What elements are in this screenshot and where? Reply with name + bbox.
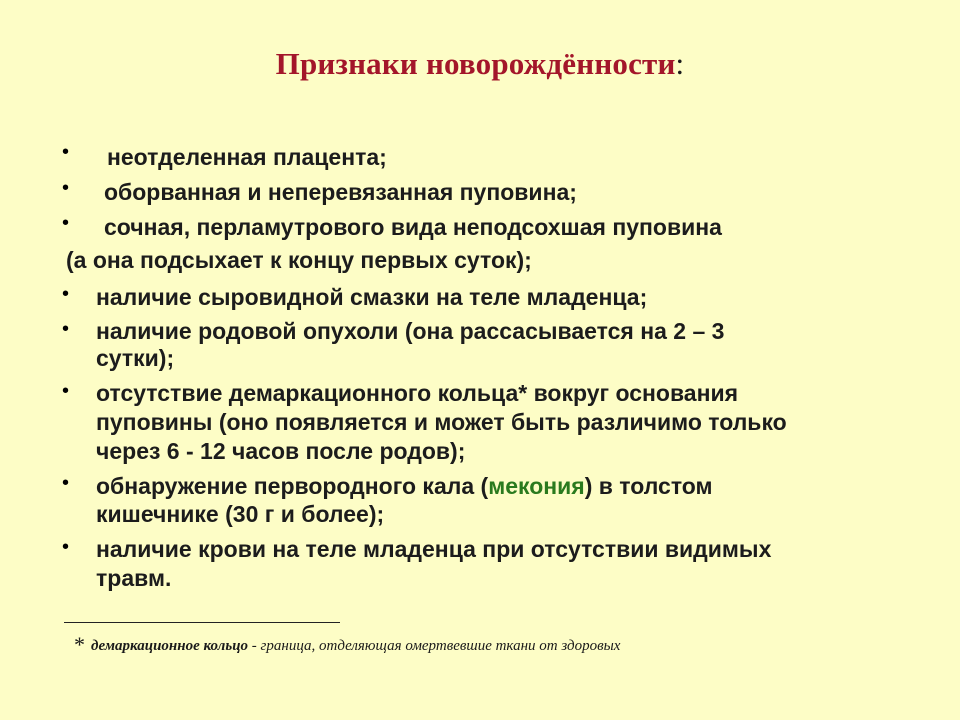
bullet-text: неотделенная плацента; — [107, 144, 387, 170]
bullet-text: травм. — [96, 565, 172, 591]
footnote-term: демаркационное кольцо — [91, 638, 249, 654]
bullet-marker: • — [62, 472, 70, 494]
bullet-text: (а она подсыхает к концу первых суток); — [66, 247, 532, 273]
footnote-asterisk: * — [74, 632, 85, 657]
bullet-marker: • — [62, 283, 70, 305]
bullet-text: отсутствие демаркационного кольца* вокруг основания — [96, 380, 739, 406]
bullet-text: через 6 - 12 часов после родов); — [96, 438, 466, 464]
bullet-marker: • — [62, 380, 70, 402]
footnote — [74, 632, 620, 658]
bullet-text: сутки); — [96, 345, 175, 371]
bullet-marker: • — [62, 318, 70, 340]
bullet-text: кишечнике (30 г и более); — [96, 501, 385, 527]
meconium-highlight: мекония — [488, 473, 585, 499]
bullet-text — [96, 471, 713, 501]
bullet-text: оборванная и неперевязанная пуповина; — [104, 179, 577, 205]
bullet-marker: • — [62, 536, 70, 558]
title-text: Признаки новорождённости — [275, 46, 676, 81]
bullet-text: наличие родовой опухоли (она рассасывается на 2 – 3 — [96, 318, 725, 344]
bullet-marker: • — [62, 212, 70, 234]
bullet-marker: • — [62, 141, 70, 163]
bullet-text: наличие крови на теле младенца при отсутствии видимых — [96, 536, 772, 562]
footnote-definition: - граница, отделяющая омертвевшие ткани от здоровых — [248, 638, 621, 654]
bullet-marker: • — [62, 177, 70, 199]
bullet-text-part: обнаружение первородного кала ( — [96, 473, 489, 499]
footnote-divider — [64, 622, 340, 623]
slide-title — [0, 46, 960, 82]
bullet-text: пуповины (оно появляется и может быть различимо только — [96, 409, 787, 435]
bullet-text-part: ) в толстом — [584, 473, 713, 499]
bullet-text: сочная, перламутрового вида неподсохшая пуповина — [104, 214, 722, 240]
title-colon: : — [675, 46, 685, 81]
bullet-text: наличие сыровидной смазки на теле младенца; — [96, 284, 648, 310]
